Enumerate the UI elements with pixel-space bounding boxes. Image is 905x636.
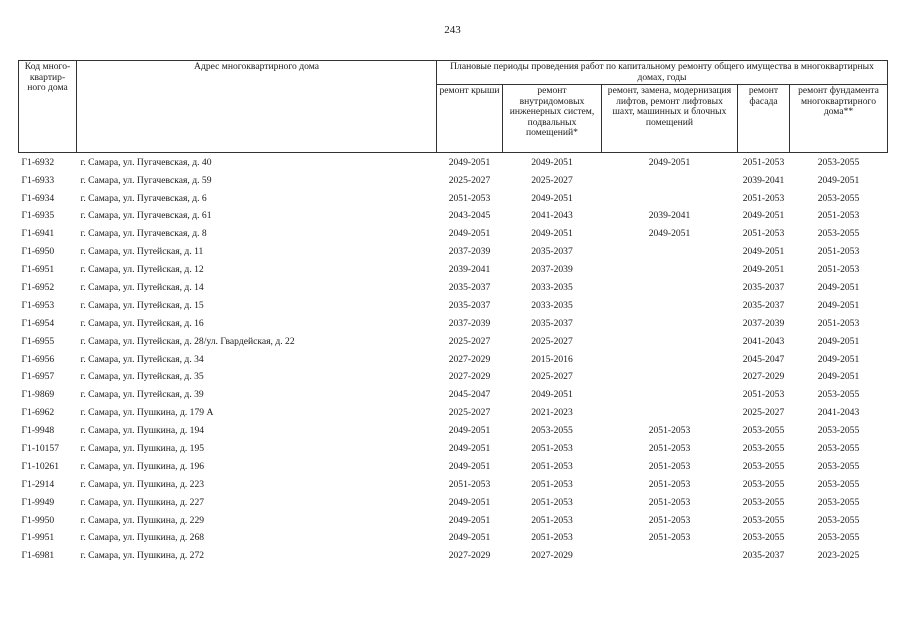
cell-roof: 2049-2051 xyxy=(448,156,491,168)
cell-roof: 2035-2037 xyxy=(448,299,491,311)
cell-foundation: 2051-2053 xyxy=(817,264,860,276)
table-row xyxy=(19,548,888,566)
cell-address: г. Самара, ул. Пушкина, д. 179 А xyxy=(80,407,214,419)
capital-repair-schedule-table xyxy=(18,60,888,566)
cell-facade: 2053-2055 xyxy=(742,425,785,437)
cell-address: г. Самара, ул. Пушкина, д. 195 xyxy=(80,443,205,455)
cell-engineering: 2035-2037 xyxy=(531,317,573,329)
cell-address: г. Самара, ул. Пугачевская, д. 61 xyxy=(80,210,212,222)
cell-engineering: 2033-2035 xyxy=(531,299,573,311)
cell-roof: 2039-2041 xyxy=(448,264,491,276)
cell-elevators xyxy=(602,244,738,262)
cell-elevators: 2051-2053 xyxy=(648,460,691,472)
cell-facade: 2051-2053 xyxy=(742,389,785,401)
cell-code: Г1-6953 xyxy=(21,299,55,311)
table-row xyxy=(19,208,888,226)
cell-elevators xyxy=(602,190,738,208)
cell-address: г. Самара, ул. Путейская, д. 16 xyxy=(80,317,204,329)
cell-elevators xyxy=(602,172,738,190)
cell-code: Г1-6950 xyxy=(21,246,55,258)
cell-engineering: 2035-2037 xyxy=(531,246,573,258)
cell-roof: 2027-2029 xyxy=(448,353,491,365)
cell-foundation: 2041-2043 xyxy=(817,407,860,419)
header-code: Код много-квартир-ного дома xyxy=(19,61,77,153)
cell-elevators xyxy=(602,315,738,333)
cell-foundation: 2053-2055 xyxy=(817,425,860,437)
cell-elevators xyxy=(602,369,738,387)
cell-elevators xyxy=(602,279,738,297)
cell-elevators xyxy=(602,297,738,315)
cell-roof: 2049-2051 xyxy=(448,532,491,544)
cell-foundation: 2049-2051 xyxy=(817,174,860,186)
table-row xyxy=(19,172,888,190)
cell-engineering: 2051-2053 xyxy=(531,460,573,472)
cell-facade: 2051-2053 xyxy=(742,192,785,204)
cell-code: Г1-9948 xyxy=(21,425,55,437)
cell-foundation: 2049-2051 xyxy=(817,353,860,365)
cell-elevators: 2051-2053 xyxy=(648,532,691,544)
cell-elevators: 2049-2051 xyxy=(648,156,691,168)
cell-address: г. Самара, ул. Пугачевская, д. 6 xyxy=(80,192,207,204)
cell-foundation: 2053-2055 xyxy=(817,532,860,544)
cell-engineering: 2049-2051 xyxy=(531,156,573,168)
cell-code: Г1-2914 xyxy=(21,478,55,490)
cell-roof: 2045-2047 xyxy=(448,389,491,401)
table-row xyxy=(19,422,888,440)
table-row xyxy=(19,190,888,208)
cell-elevators xyxy=(602,548,738,566)
cell-code: Г1-9949 xyxy=(21,496,55,508)
table-row xyxy=(19,226,888,244)
cell-code: Г1-10261 xyxy=(21,460,60,472)
cell-engineering: 2041-2043 xyxy=(531,210,573,222)
cell-facade: 2053-2055 xyxy=(742,443,785,455)
table-row xyxy=(19,279,888,297)
cell-address: г. Самара, ул. Пугачевская, д. 40 xyxy=(80,156,212,168)
header-foundation: ремонт фундамента многоквартирного дома** xyxy=(790,85,888,153)
cell-facade: 2035-2037 xyxy=(742,282,785,293)
cell-facade: 2051-2053 xyxy=(742,156,785,168)
cell-elevators: 2051-2053 xyxy=(648,514,691,526)
cell-address: г. Самара, ул. Пушкина, д. 272 xyxy=(80,550,205,562)
cell-address: г. Самара, ул. Путейская, д. 34 xyxy=(80,353,204,365)
cell-address: г. Самара, ул. Пушкина, д. 229 xyxy=(80,514,205,526)
cell-engineering: 2015-2016 xyxy=(531,353,573,365)
cell-address: г. Самара, ул. Пугачевская, д. 59 xyxy=(80,174,212,186)
cell-foundation: 2049-2051 xyxy=(817,371,860,383)
cell-code: Г1-6962 xyxy=(21,407,55,419)
table-row xyxy=(19,315,888,333)
cell-elevators: 2051-2053 xyxy=(648,478,691,490)
cell-foundation: 2053-2055 xyxy=(817,192,860,204)
cell-code: Г1-6933 xyxy=(21,174,55,186)
cell-facade: 2053-2055 xyxy=(742,460,785,472)
cell-foundation: 2053-2055 xyxy=(817,228,860,240)
cell-engineering: 2021-2023 xyxy=(531,407,573,419)
cell-engineering: 2027-2029 xyxy=(531,550,573,562)
cell-facade: 2041-2043 xyxy=(742,335,785,347)
cell-elevators: 2039-2041 xyxy=(648,210,691,222)
cell-elevators xyxy=(602,405,738,423)
cell-address: г. Самара, ул. Путейская, д. 14 xyxy=(80,282,204,293)
page-number: 243 xyxy=(444,24,461,36)
cell-engineering: 2025-2027 xyxy=(531,174,573,186)
cell-address: г. Самара, ул. Пугачевская, д. 8 xyxy=(80,228,207,240)
cell-address: г. Самара, ул. Путейская, д. 15 xyxy=(80,299,204,311)
cell-address: г. Самара, ул. Пушкина, д. 223 xyxy=(80,478,205,490)
cell-code: Г1-9869 xyxy=(21,389,55,401)
table-row xyxy=(19,244,888,262)
cell-facade: 2035-2037 xyxy=(742,550,785,562)
cell-address: г. Самара, ул. Путейская, д. 11 xyxy=(80,246,204,258)
header-periods: Плановые периоды проведения работ по капитальному ремонту общего имущества в многоквартирных домах, годы xyxy=(437,61,888,85)
table-row xyxy=(19,369,888,387)
table-row xyxy=(19,458,888,476)
cell-facade: 2025-2027 xyxy=(742,407,785,419)
cell-roof: 2027-2029 xyxy=(448,550,491,562)
cell-elevators: 2051-2053 xyxy=(648,496,691,508)
cell-roof: 2051-2053 xyxy=(448,192,491,204)
cell-facade: 2037-2039 xyxy=(742,317,785,329)
table-row xyxy=(19,476,888,494)
table-row xyxy=(19,530,888,548)
header-facade: ремонт фасада xyxy=(738,85,790,153)
table-row xyxy=(19,512,888,530)
cell-foundation: 2053-2055 xyxy=(817,460,860,472)
cell-roof: 2049-2051 xyxy=(448,496,491,508)
cell-code: Г1-6954 xyxy=(21,317,55,329)
cell-roof: 2025-2027 xyxy=(448,174,491,186)
cell-roof: 2027-2029 xyxy=(448,371,491,383)
cell-elevators xyxy=(602,261,738,279)
cell-foundation: 2051-2053 xyxy=(817,246,860,258)
cell-facade: 2039-2041 xyxy=(742,174,785,186)
cell-roof: 2025-2027 xyxy=(448,335,491,347)
cell-foundation: 2053-2055 xyxy=(817,496,860,508)
cell-facade: 2053-2055 xyxy=(742,478,785,490)
cell-address: г. Самара, ул. Путейская, д. 12 xyxy=(80,264,204,276)
cell-engineering: 2051-2053 xyxy=(531,443,573,455)
table-body xyxy=(19,153,888,566)
cell-code: Г1-6955 xyxy=(21,335,55,347)
table-row xyxy=(19,387,888,405)
cell-engineering: 2025-2027 xyxy=(531,335,573,347)
cell-engineering: 2053-2055 xyxy=(531,425,573,437)
table-row xyxy=(19,333,888,351)
cell-elevators: 2051-2053 xyxy=(648,425,691,437)
cell-code: Г1-9951 xyxy=(21,532,55,544)
cell-address: г. Самара, ул. Пушкина, д. 227 xyxy=(80,496,205,508)
cell-engineering: 2051-2053 xyxy=(531,514,573,526)
cell-code: Г1-6956 xyxy=(21,353,55,365)
cell-facade: 2051-2053 xyxy=(742,228,785,240)
cell-address: г. Самара, ул. Путейская, д. 28/ул. Гвардейская, д. 22 xyxy=(80,335,295,347)
cell-foundation: 2049-2051 xyxy=(817,299,860,311)
cell-engineering: 2049-2051 xyxy=(531,389,573,401)
table-row xyxy=(19,405,888,423)
cell-facade: 2035-2037 xyxy=(742,299,785,311)
cell-engineering: 2051-2053 xyxy=(531,532,573,544)
cell-address: г. Самара, ул. Путейская, д. 35 xyxy=(80,371,204,383)
header-roof: ремонт крыши xyxy=(437,85,503,153)
cell-facade: 2049-2051 xyxy=(742,264,785,276)
cell-code: Г1-6932 xyxy=(21,156,55,168)
cell-engineering: 2037-2039 xyxy=(531,264,573,276)
cell-elevators: 2051-2053 xyxy=(648,443,691,455)
cell-foundation: 2051-2053 xyxy=(817,210,860,222)
cell-code: Г1-10157 xyxy=(21,443,60,455)
cell-roof: 2051-2053 xyxy=(448,478,491,490)
cell-roof: 2043-2045 xyxy=(448,210,491,222)
cell-roof: 2037-2039 xyxy=(448,317,491,329)
cell-foundation: 2053-2055 xyxy=(817,389,860,401)
cell-engineering: 2051-2053 xyxy=(531,496,573,508)
cell-code: Г1-6934 xyxy=(21,192,55,204)
cell-facade: 2045-2047 xyxy=(742,353,785,365)
cell-address: г. Самара, ул. Пушкина, д. 268 xyxy=(80,532,205,544)
cell-address: г. Самара, ул. Пушкина, д. 196 xyxy=(80,460,205,472)
cell-engineering: 2033-2035 xyxy=(531,282,573,293)
cell-engineering: 2025-2027 xyxy=(531,371,573,383)
cell-facade: 2049-2051 xyxy=(742,246,785,258)
cell-facade: 2053-2055 xyxy=(742,496,785,508)
cell-code: Г1-6935 xyxy=(21,210,55,222)
cell-code: Г1-6957 xyxy=(21,371,55,383)
cell-engineering: 2049-2051 xyxy=(531,192,573,204)
cell-foundation: 2053-2055 xyxy=(817,156,860,168)
cell-elevators xyxy=(602,351,738,369)
cell-roof: 2049-2051 xyxy=(448,228,491,240)
cell-code: Г1-6951 xyxy=(21,264,55,276)
cell-foundation: 2051-2053 xyxy=(817,317,860,329)
table-row xyxy=(19,351,888,369)
cell-engineering: 2051-2053 xyxy=(531,478,573,490)
cell-code: Г1-6981 xyxy=(21,550,55,562)
cell-facade: 2027-2029 xyxy=(742,371,785,383)
cell-elevators xyxy=(602,333,738,351)
cell-address: г. Самара, ул. Пушкина, д. 194 xyxy=(80,425,205,437)
table-row xyxy=(19,440,888,458)
cell-engineering: 2049-2051 xyxy=(531,228,573,240)
cell-elevators xyxy=(602,387,738,405)
cell-foundation: 2023-2025 xyxy=(817,550,860,562)
cell-elevators: 2049-2051 xyxy=(648,228,691,240)
cell-code: Г1-6952 xyxy=(21,282,55,293)
cell-roof: 2049-2051 xyxy=(448,443,491,455)
cell-roof: 2049-2051 xyxy=(448,425,491,437)
cell-foundation: 2049-2051 xyxy=(817,282,860,293)
header-engineering: ремонт внутридомовых инженерных систем, подвальных помещений* xyxy=(503,85,602,153)
cell-facade: 2053-2055 xyxy=(742,532,785,544)
cell-foundation: 2049-2051 xyxy=(817,335,860,347)
cell-roof: 2025-2027 xyxy=(448,407,491,419)
cell-foundation: 2053-2055 xyxy=(817,443,860,455)
cell-roof: 2035-2037 xyxy=(448,282,491,293)
cell-roof: 2049-2051 xyxy=(448,460,491,472)
table-row xyxy=(19,494,888,512)
cell-code: Г1-6941 xyxy=(21,228,55,240)
cell-facade: 2049-2051 xyxy=(742,210,785,222)
table-header xyxy=(19,61,888,153)
table-row xyxy=(19,297,888,315)
cell-facade: 2053-2055 xyxy=(742,514,785,526)
cell-code: Г1-9950 xyxy=(21,514,55,526)
cell-foundation: 2053-2055 xyxy=(817,478,860,490)
cell-address: г. Самара, ул. Путейская, д. 39 xyxy=(80,389,204,401)
header-elevators: ремонт, замена, модернизация лифтов, ремонт лифтовых шахт, машинных и блочных помещений xyxy=(602,85,738,153)
table-row xyxy=(19,153,888,172)
cell-foundation: 2053-2055 xyxy=(817,514,860,526)
table-row xyxy=(19,261,888,279)
header-address: Адрес многоквартирного дома xyxy=(77,61,437,153)
cell-roof: 2049-2051 xyxy=(448,514,491,526)
cell-roof: 2037-2039 xyxy=(448,246,491,258)
